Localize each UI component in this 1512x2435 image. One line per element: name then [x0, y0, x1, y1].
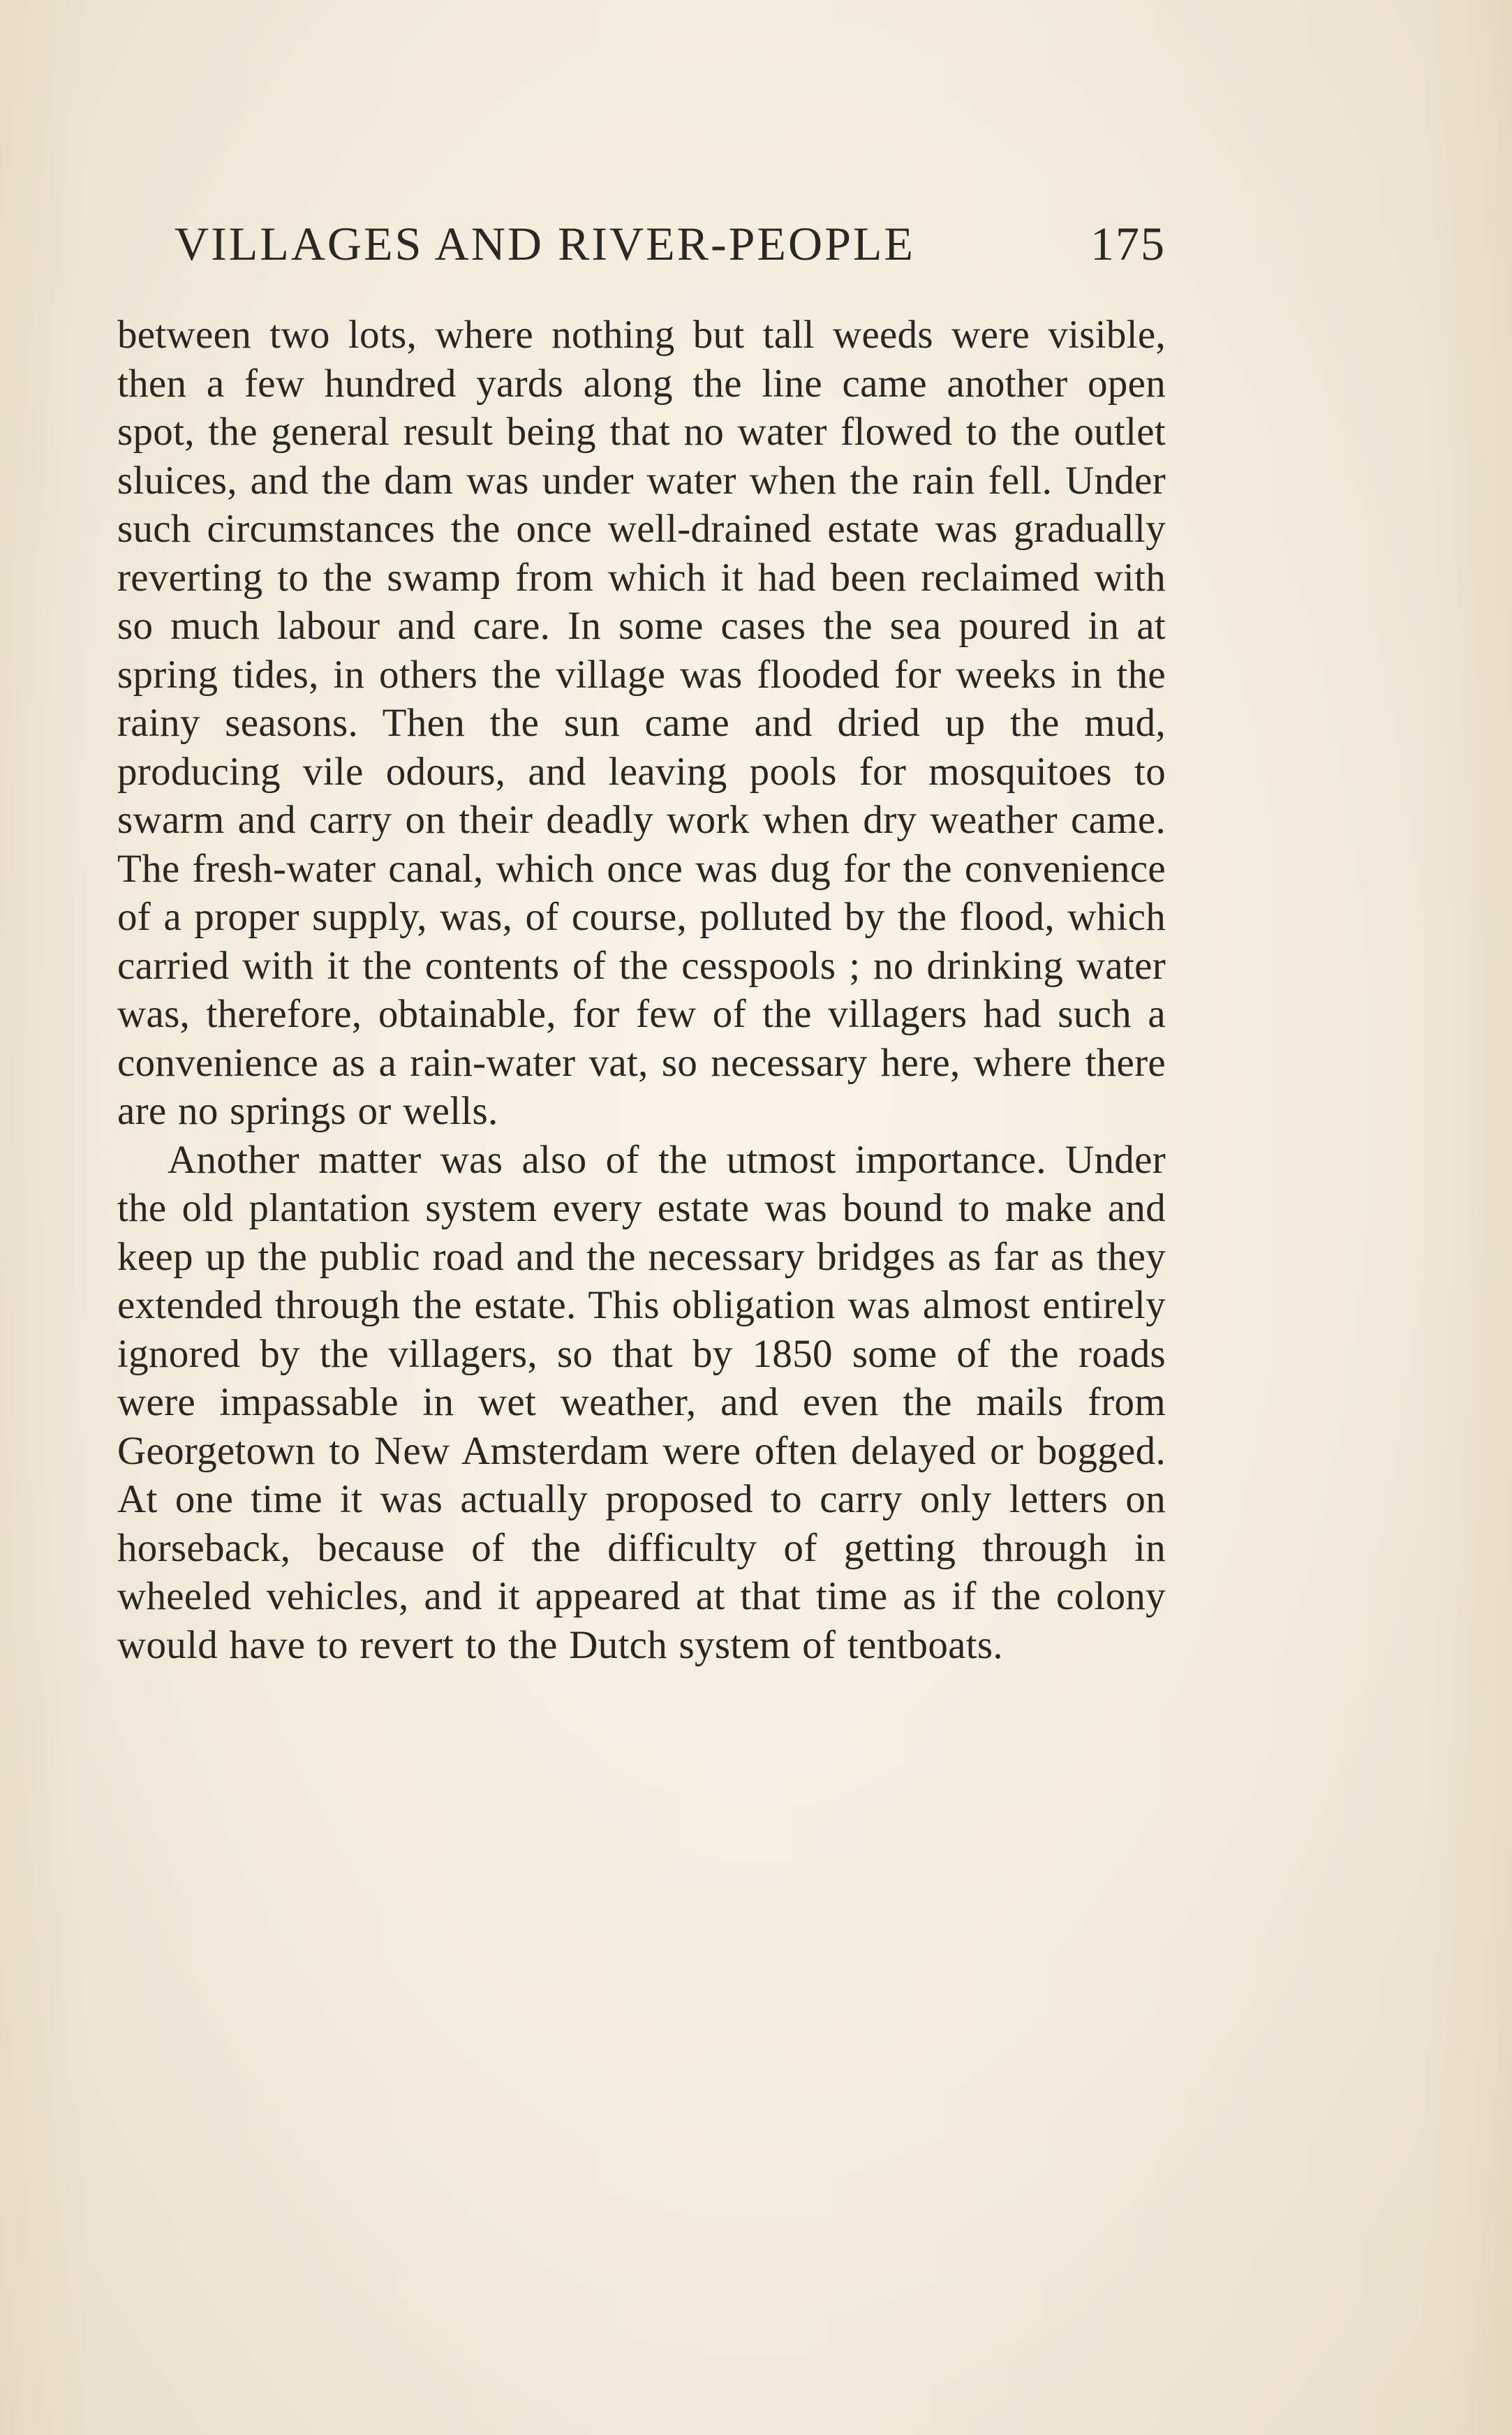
paragraph-1: between two lots, where nothing but tall weeds were visible, then a few hundred yards along the line came another open spot, the general result being that no water flowed to the outlet sluices, and the dam was under water when the rain fell. Under such circumstances the once well-drained estate was gradually reverting to the swamp from which it had been reclaimed with so much labour and care. In some cases the sea poured in at spring tides, in others the village was flooded for weeks in the rainy seasons. Then the sun came and dried up the mud, producing vile odours, and leaving pools for mosquitoes to swarm and carry on their deadly work when dry weather came. The fresh-water canal, which once was dug for the convenience of a proper supply, was, of course, polluted by the flood, which carried with it the contents of the cesspools ; no drinking water was, therefore, obtainable, for few of the villagers had such a convenience as a rain-water vat, so necessary here, where there are no springs or wells.: [117, 313, 1166, 1133]
body-text: [117, 311, 1166, 1669]
page-number: 175: [1090, 217, 1166, 270]
running-head: [175, 216, 1166, 279]
chapter-title: VILLAGES AND RIVER-PEOPLE: [175, 217, 915, 270]
paragraph-2: Another matter was also of the utmost importance. Under the old plantation system every estate was bound to make and keep up the public road and the necessary bridges as far as they extended through the estate. This obligation was almost entirely ignored by the villagers, so that by 1850 some of the roads were impassable in wet weather, and even the mails from Georgetown to New Amsterdam were often delayed or bogged. At one time it was actually proposed to carry only letters on horseback, because of the difficulty of getting through in wheeled vehicles, and it appeared at that time as if the colony would have to revert to the Dutch system of tentboats.: [117, 1137, 1166, 1667]
